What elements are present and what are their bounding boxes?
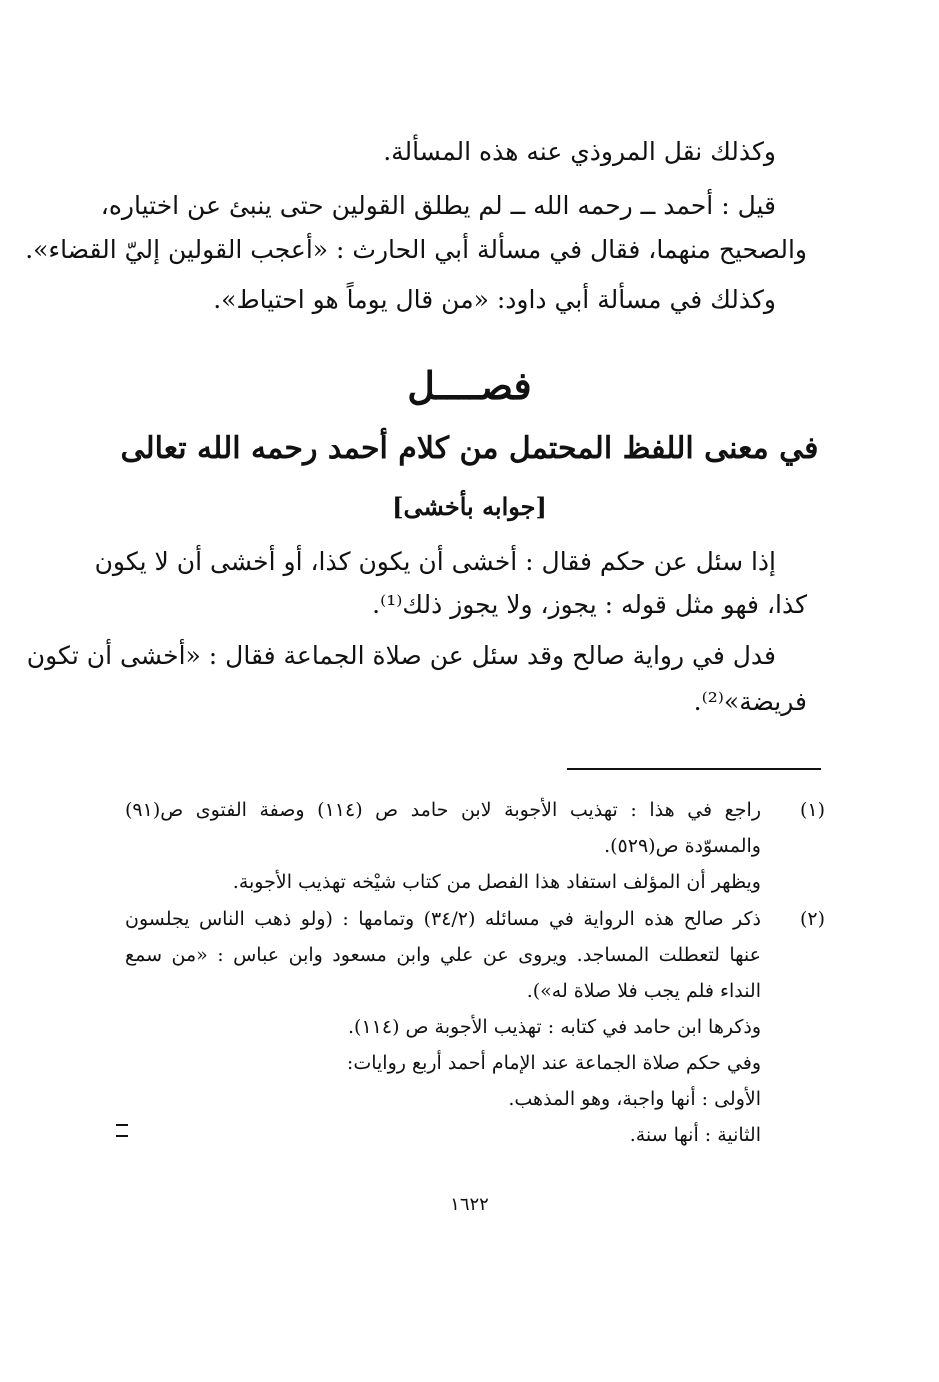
footnote-2-line-5: وفي حكم صلاة الجماعة عند الإمام أحمد أربع روايات: xyxy=(346,1052,761,1074)
footnote-1-line-2: والمسوّدة ص(٥٢٩). xyxy=(604,835,761,857)
section-subtitle: في معنى اللفظ المحتمل من كلام أحمد رحمه الله تعالى xyxy=(120,431,819,466)
footnote-2-line-3: النداء فلم يجب فلا صلاة له»). xyxy=(526,980,761,1002)
section-line-4: فريضة»⁽²⁾. xyxy=(693,687,807,716)
continuation-mark xyxy=(116,1124,128,1137)
text-line-2: قيل : أحمد ــ رحمه الله ــ لم يطلق القولين حتى ينبئ عن اختياره، xyxy=(100,191,776,220)
footnote-2-line-1: ذكر صالح هذه الرواية في مسائله (٣٤/٢) وتمامها : (ولو ذهب الناس يجلسون xyxy=(125,908,761,930)
page-number: ١٦٢٢ xyxy=(450,1194,489,1215)
footnote-2-line-2: عنها لتعطلت المساجد. ويروى عن علي وابن مسعود وابن عباس : «من سمع xyxy=(125,944,761,966)
text-line-3: والصحيح منهما، فقال في مسألة أبي الحارث : «أعجب القولين إليّ القضاء». xyxy=(25,235,807,264)
text-line-1: وكذلك نقل المروذي عنه هذه المسألة. xyxy=(383,137,776,166)
footnote-1-line-3: ويظهر أن المؤلف استفاد هذا الفصل من كتاب شيْخه تهذيب الأجوبة. xyxy=(232,871,761,893)
footnote-2-line-6: الأولى : أنها واجبة، وهو المذهب. xyxy=(508,1088,761,1110)
footnote-number-1: (١) xyxy=(799,799,825,821)
section-line-1: إذا سئل عن حكم فقال : أخشى أن يكون كذا، أو أخشى أن لا يكون xyxy=(94,547,776,576)
section-line-2: كذا، فهو مثل قوله : يجوز، ولا يجوز ذلك⁽¹⁾. xyxy=(372,590,807,619)
footnote-separator xyxy=(567,768,821,770)
section-line-3: فدل في رواية صالح وقد سئل عن صلاة الجماعة فقال : «أخشى أن تكون xyxy=(26,641,776,670)
text-line-4: وكذلك في مسألة أبي داود: «من قال يوماً هو احتياط». xyxy=(213,285,776,314)
section-heading: فصــــل xyxy=(407,363,532,408)
footnote-1-line-1: راجع في هذا : تهذيب الأجوبة لابن حامد ص (١١٤) وصفة الفتوى ص(٩١) xyxy=(125,799,761,821)
footnote-2-line-4: وذكرها ابن حامد في كتابه : تهذيب الأجوبة ص (١١٤). xyxy=(348,1016,761,1038)
footnote-2-line-7: الثانية : أنها سنة. xyxy=(629,1124,761,1146)
bracket-heading: [جوابه بأخشى] xyxy=(392,492,547,521)
footnote-number-2: (٢) xyxy=(799,908,825,930)
